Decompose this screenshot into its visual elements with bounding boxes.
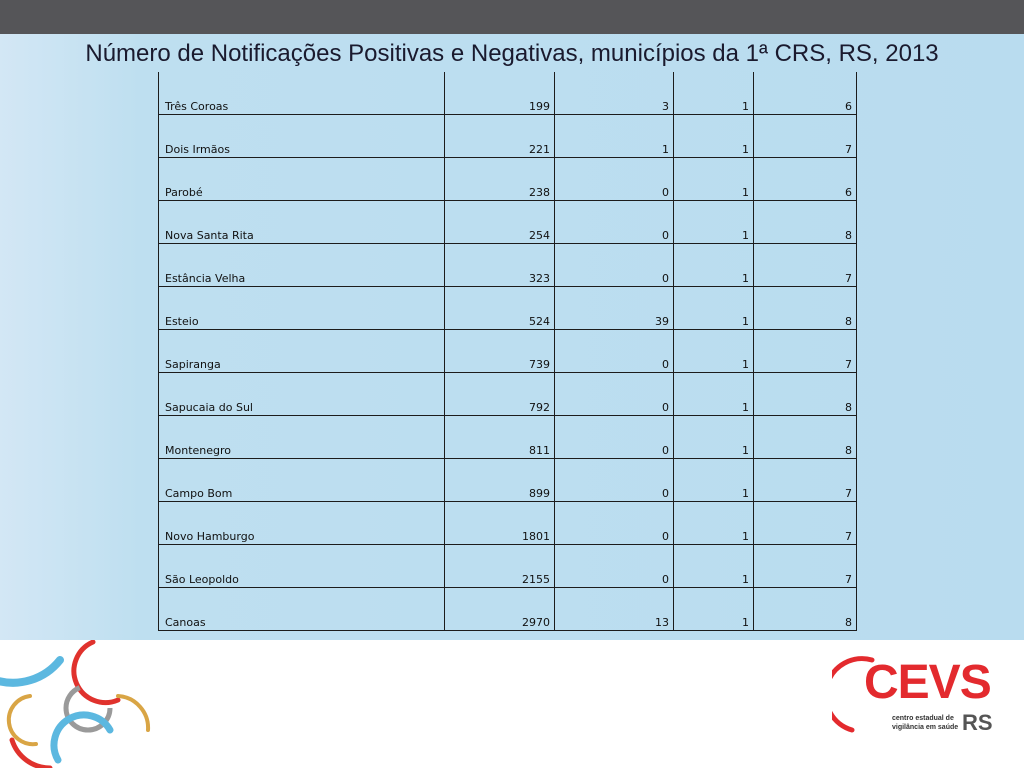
logo-state: RS	[962, 710, 993, 735]
value-cell: 1	[674, 287, 754, 330]
slide-title: Número de Notificações Positivas e Negativas, municípios da 1ª CRS, RS, 2013	[85, 40, 939, 67]
municipality-cell: Dois Irmãos	[159, 115, 445, 158]
table-body	[159, 72, 857, 631]
value-cell: 13	[555, 588, 674, 631]
value-cell: 6	[754, 158, 857, 201]
value-cell: 1	[674, 201, 754, 244]
logo-subtitle-line2: vigilância em saúde	[892, 724, 959, 731]
value-cell: 0	[555, 416, 674, 459]
municipality-cell: Três Coroas	[159, 72, 445, 115]
value-cell: 7	[754, 244, 857, 287]
cevs-logo	[832, 652, 1002, 742]
value-cell: 0	[555, 545, 674, 588]
value-cell: 3	[555, 72, 674, 115]
value-cell: 0	[555, 373, 674, 416]
table-row	[159, 545, 857, 588]
value-cell: 323	[445, 244, 555, 287]
municipality-cell: Nova Santa Rita	[159, 201, 445, 244]
value-cell: 8	[754, 287, 857, 330]
logo-subtitle	[892, 714, 960, 732]
value-cell: 238	[445, 158, 555, 201]
notifications-table	[158, 72, 857, 631]
value-cell: 7	[754, 115, 857, 158]
value-cell: 1	[674, 416, 754, 459]
value-cell: 221	[445, 115, 555, 158]
municipality-cell: Sapiranga	[159, 330, 445, 373]
table-row	[159, 373, 857, 416]
value-cell: 199	[445, 72, 555, 115]
value-cell: 8	[754, 416, 857, 459]
table-row	[159, 201, 857, 244]
municipality-cell: Novo Hamburgo	[159, 502, 445, 545]
rings-logo-icon	[0, 640, 170, 768]
municipality-cell: Esteio	[159, 287, 445, 330]
value-cell: 524	[445, 287, 555, 330]
table-row	[159, 330, 857, 373]
table-row	[159, 588, 857, 631]
value-cell: 1	[674, 72, 754, 115]
value-cell: 792	[445, 373, 555, 416]
table-row	[159, 158, 857, 201]
table-row	[159, 115, 857, 158]
value-cell: 8	[754, 201, 857, 244]
municipality-cell: Montenegro	[159, 416, 445, 459]
municipality-cell: Sapucaia do Sul	[159, 373, 445, 416]
municipality-cell: Parobé	[159, 158, 445, 201]
value-cell: 1	[674, 588, 754, 631]
value-cell: 8	[754, 373, 857, 416]
value-cell: 7	[754, 545, 857, 588]
table-row	[159, 287, 857, 330]
value-cell: 1	[674, 373, 754, 416]
value-cell: 1	[674, 545, 754, 588]
table-row	[159, 502, 857, 545]
value-cell: 1	[674, 459, 754, 502]
value-cell: 7	[754, 459, 857, 502]
value-cell: 39	[555, 287, 674, 330]
table-row	[159, 416, 857, 459]
top-bar	[0, 0, 1024, 34]
value-cell: 0	[555, 330, 674, 373]
value-cell: 0	[555, 244, 674, 287]
value-cell: 0	[555, 459, 674, 502]
value-cell: 1	[674, 502, 754, 545]
value-cell: 739	[445, 330, 555, 373]
value-cell: 1801	[445, 502, 555, 545]
value-cell: 8	[754, 588, 857, 631]
value-cell: 1	[674, 244, 754, 287]
municipality-cell: Canoas	[159, 588, 445, 631]
value-cell: 7	[754, 330, 857, 373]
value-cell: 7	[754, 502, 857, 545]
value-cell: 1	[674, 115, 754, 158]
value-cell: 2155	[445, 545, 555, 588]
logo-name: CEVS	[864, 656, 991, 709]
value-cell: 254	[445, 201, 555, 244]
value-cell: 0	[555, 502, 674, 545]
value-cell: 1	[555, 115, 674, 158]
table-row	[159, 72, 857, 115]
value-cell: 2970	[445, 588, 555, 631]
value-cell: 0	[555, 201, 674, 244]
value-cell: 811	[445, 416, 555, 459]
logo-subtitle-line1: centro estadual de	[892, 715, 954, 722]
municipality-cell: Campo Bom	[159, 459, 445, 502]
municipality-cell: São Leopoldo	[159, 545, 445, 588]
value-cell: 6	[754, 72, 857, 115]
table-row	[159, 459, 857, 502]
table-row	[159, 244, 857, 287]
value-cell: 899	[445, 459, 555, 502]
municipality-cell: Estância Velha	[159, 244, 445, 287]
value-cell: 0	[555, 158, 674, 201]
value-cell: 1	[674, 158, 754, 201]
value-cell: 1	[674, 330, 754, 373]
